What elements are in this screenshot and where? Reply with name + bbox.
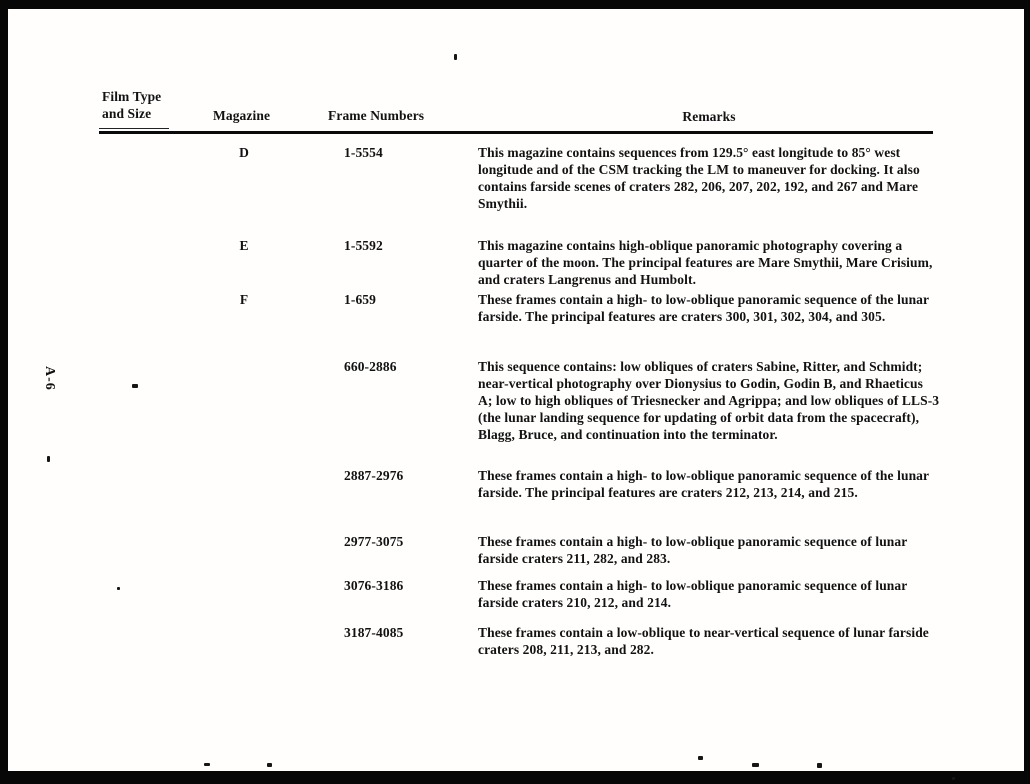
frame-numbers-cell: 2977-3075 <box>344 534 404 549</box>
scan-speckle <box>698 756 703 760</box>
scan-speckle <box>752 763 759 767</box>
scan-speckle <box>817 763 822 768</box>
header-film-type-line1: Film Type <box>102 89 162 104</box>
scan-speckle <box>267 763 272 767</box>
magazine-cell: E <box>239 238 249 253</box>
header-remarks: Remarks <box>682 109 736 124</box>
frame-numbers-cell: 3187-4085 <box>344 625 404 640</box>
frame-numbers-cell: 1-5592 <box>344 238 383 253</box>
remarks-cell: These frames contain a low-oblique to near-vertical sequence of lunar farside craters 208, 211, 213, and 282. <box>478 625 929 657</box>
remarks-cell: This magazine contains sequences from 129.5° east longitude to 85° west longitude and of the CSM tracking the LM to maneuver for docking. It also contains farside scenes of craters 282, 206, 207, 202, 192, and 267 and Mare Smythii. <box>478 145 920 211</box>
scan-speckle <box>454 54 457 60</box>
frame-numbers-cell: 1-659 <box>344 292 376 307</box>
scan-speckle <box>117 587 120 590</box>
page-label: A-6 <box>42 366 57 391</box>
magazine-cell: F <box>239 292 249 307</box>
header-frame-numbers: Frame Numbers <box>328 108 425 123</box>
scan-speckle <box>204 763 210 766</box>
magazine-cell: D <box>239 145 249 160</box>
header-film-type-line2: and Size <box>102 106 152 121</box>
frame-numbers-cell: 2887-2976 <box>344 468 404 483</box>
remarks-cell: These frames contain a high- to low-oblique panoramic sequence of lunar farside craters 211, 282, and 283. <box>478 534 908 566</box>
scan-speckle <box>47 456 50 462</box>
remarks-cell: These frames contain a high- to low-oblique panoramic sequence of the lunar farside. The principal features are craters 300, 301, 302, 304, and 305. <box>478 292 929 324</box>
scan-speckle <box>132 384 138 388</box>
scan-speckle <box>952 777 955 780</box>
remarks-cell: These frames contain a high- to low-oblique panoramic sequence of the lunar farside. The principal features are craters 212, 213, 214, and 215. <box>478 468 929 500</box>
frame-numbers-cell: 1-5554 <box>344 145 383 160</box>
frame-numbers-cell: 660-2886 <box>344 359 397 374</box>
remarks-cell: This sequence contains: low obliques of craters Sabine, Ritter, and Schmidt; near-vertical photography over Dionysius to Godin, Godin B, and Rhaeticus A; low to high obliques of Triesnecker and Agrippa; and low obliques of LLS-3 (the lunar landing sequence for updating of orbit data from the spacecraft), Blagg, Bruce, and continuation into the terminator. <box>478 359 940 442</box>
frame-numbers-cell: 3076-3186 <box>344 578 404 593</box>
header-magazine: Magazine <box>213 108 271 123</box>
remarks-cell: These frames contain a high- to low-oblique panoramic sequence of lunar farside craters 210, 212, and 214. <box>478 578 908 610</box>
remarks-cell: This magazine contains high-oblique panoramic photography covering a quarter of the moon. The principal features are Mare Smythii, Mare Crisium, and craters Langrenus and Humbolt. <box>478 238 933 287</box>
